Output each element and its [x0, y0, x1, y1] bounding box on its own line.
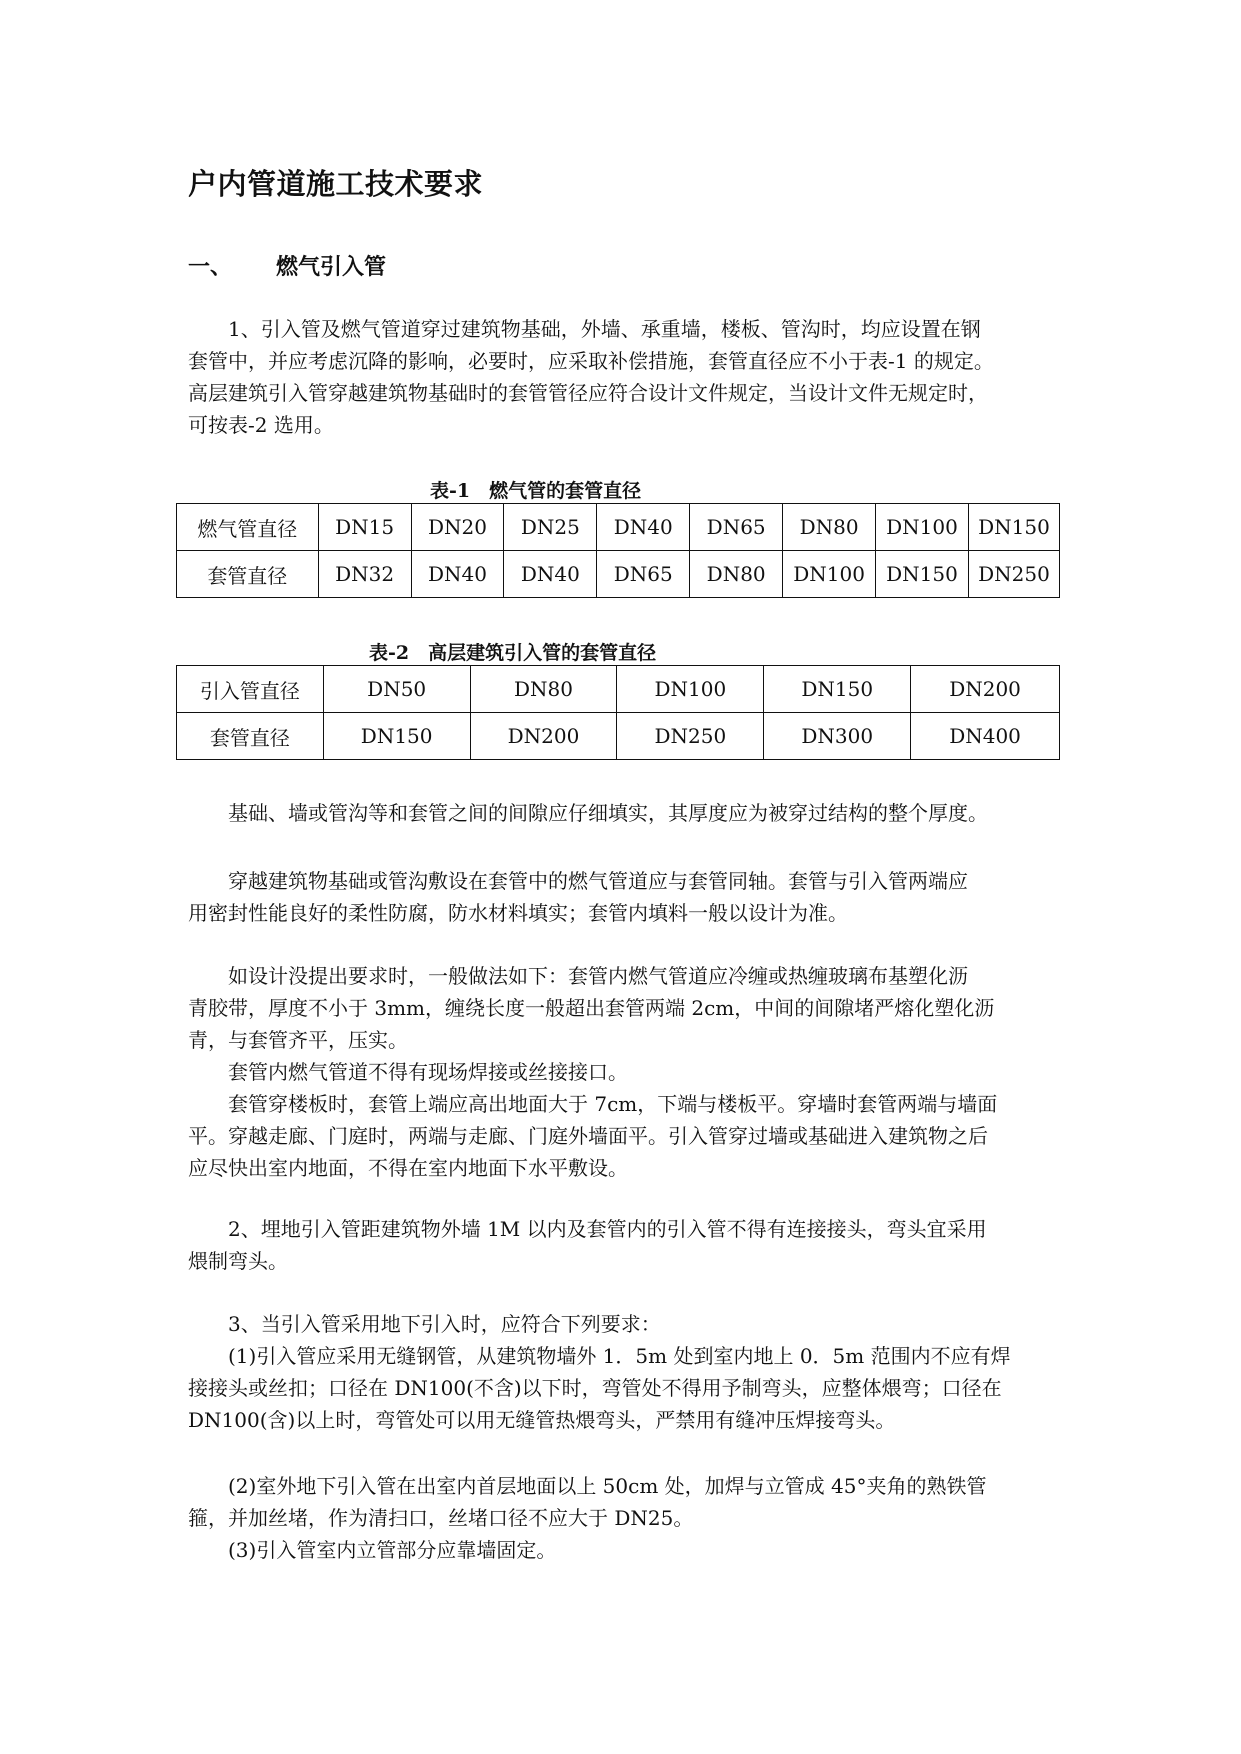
method-paragraph: [188, 960, 1060, 1184]
coaxial-paragraph: [188, 865, 1060, 929]
paragraph-line: 高层建筑引入管穿越建筑物基础时的套管管径应符合设计文件规定，当设计文件无规定时，: [188, 381, 988, 405]
outdoor-paragraph: [188, 1470, 1060, 1566]
section-number: 一、: [188, 254, 233, 280]
table-cell: DN150: [876, 551, 969, 598]
table-cell: DN40: [411, 551, 504, 598]
intro-paragraph: [188, 313, 1060, 441]
table-cell: DN250: [617, 713, 764, 760]
section-heading: [188, 250, 386, 281]
paragraph-line: 煨制弯头。: [188, 1249, 288, 1273]
underground-paragraph: [188, 1308, 1060, 1436]
table-cell: DN40: [504, 551, 597, 598]
table-cell: DN200: [470, 713, 617, 760]
table-cell: 套管直径: [177, 713, 324, 760]
paragraph-line: 青，与套管齐平，压实。: [188, 1028, 408, 1052]
paragraph-line: 套管穿楼板时，套管上端应高出地面大于 7cm，下端与楼板平。穿墙时套管两端与墙面: [228, 1092, 998, 1116]
table-cell: DN32: [318, 551, 411, 598]
paragraph-line: 用密封性能良好的柔性防腐，防水材料填实；套管内填料一般以设计为准。: [188, 901, 848, 925]
paragraph-line: 套管内燃气管道不得有现场焊接或丝接接口。: [228, 1060, 628, 1084]
table-cell: DN80: [783, 504, 876, 551]
paragraph-line: 2、埋地引入管距建筑物外墙 1M 以内及套管内的引入管不得有连接接头，弯头宜采用: [228, 1217, 987, 1241]
table2-caption: 表-2 高层建筑引入管的套管直径: [369, 642, 657, 664]
table-cell: DN100: [876, 504, 969, 551]
gap-paragraph: [188, 797, 1060, 829]
table2: [176, 665, 1060, 760]
table-cell: DN250: [968, 551, 1059, 598]
table-cell: DN100: [617, 666, 764, 713]
table-cell: DN300: [764, 713, 911, 760]
paragraph-line: 1、引入管及燃气管道穿过建筑物基础，外墙、承重墙，楼板、管沟时，均应设置在钢: [228, 317, 981, 341]
table-row: [177, 713, 1060, 760]
table-cell: DN150: [764, 666, 911, 713]
paragraph-line: 基础、墙或管沟等和套管之间的间隙应仔细填实，其厚度应为被穿过结构的整个厚度。: [228, 801, 988, 825]
paragraph-line: 套管中，并应考虑沉降的影响，必要时，应采取补偿措施，套管直径应不小于表-1 的规定。: [188, 349, 994, 373]
table-cell: DN400: [911, 713, 1060, 760]
table-cell: DN65: [597, 551, 690, 598]
table-cell: DN20: [411, 504, 504, 551]
table-cell: DN150: [323, 713, 470, 760]
paragraph-line: 接接头或丝扣；口径在 DN100(不含)以下时，弯管处不得用予制弯头，应整体煨弯；口径在: [188, 1376, 1002, 1400]
buried-paragraph: [188, 1213, 1060, 1277]
paragraph-line: (2)室外地下引入管在出室内首层地面以上 50cm 处，加焊与立管成 45°夹角的熟铁管: [228, 1474, 987, 1498]
table1: [176, 503, 1060, 598]
table1-caption: 表-1 燃气管的套管直径: [430, 480, 642, 502]
table-cell: DN200: [911, 666, 1060, 713]
table-row: [177, 666, 1060, 713]
table-cell: DN40: [597, 504, 690, 551]
table-cell: 套管直径: [177, 551, 319, 598]
document-title: 户内管道施工技术要求: [188, 167, 484, 201]
section-title: 燃气引入管: [276, 254, 387, 280]
paragraph-line: 应尽快出室内地面，不得在室内地面下水平敷设。: [188, 1156, 628, 1180]
paragraph-line: 箍，并加丝堵，作为清扫口，丝堵口径不应大于 DN25。: [188, 1506, 694, 1530]
table-row: [177, 551, 1060, 598]
table-cell: DN80: [690, 551, 783, 598]
paragraph-line: DN100(含)以上时，弯管处可以用无缝管热煨弯头，严禁用有缝冲压焊接弯头。: [188, 1408, 896, 1432]
table-cell: DN15: [318, 504, 411, 551]
paragraph-line: 穿越建筑物基础或管沟敷设在套管中的燃气管道应与套管同轴。套管与引入管两端应: [228, 869, 968, 893]
paragraph-line: (3)引入管室内立管部分应靠墙固定。: [228, 1538, 557, 1562]
table-cell: DN65: [690, 504, 783, 551]
table-cell: 燃气管直径: [177, 504, 319, 551]
paragraph-line: 平。穿越走廊、门庭时，两端与走廊、门庭外墙面平。引入管穿过墙或基础进入建筑物之后: [188, 1124, 988, 1148]
paragraph-line: 如设计没提出要求时，一般做法如下：套管内燃气管道应冷缠或热缠玻璃布基塑化沥: [228, 964, 968, 988]
paragraph-line: 青胶带，厚度不小于 3mm，缠绕长度一般超出套管两端 2cm，中间的间隙堵严熔化塑化沥: [188, 996, 995, 1020]
table-cell: DN150: [968, 504, 1059, 551]
paragraph-line: 3、当引入管采用地下引入时，应符合下列要求：: [228, 1312, 661, 1336]
table-row: [177, 504, 1060, 551]
table-cell: DN100: [783, 551, 876, 598]
paragraph-line: (1)引入管应采用无缝钢管，从建筑物墙外 1．5m 处到室内地上 0．5m 范围内不应有焊: [228, 1344, 1011, 1368]
paragraph-line: 可按表-2 选用。: [188, 413, 334, 437]
table-cell: 引入管直径: [177, 666, 324, 713]
table-cell: DN50: [323, 666, 470, 713]
table-cell: DN25: [504, 504, 597, 551]
table-cell: DN80: [470, 666, 617, 713]
